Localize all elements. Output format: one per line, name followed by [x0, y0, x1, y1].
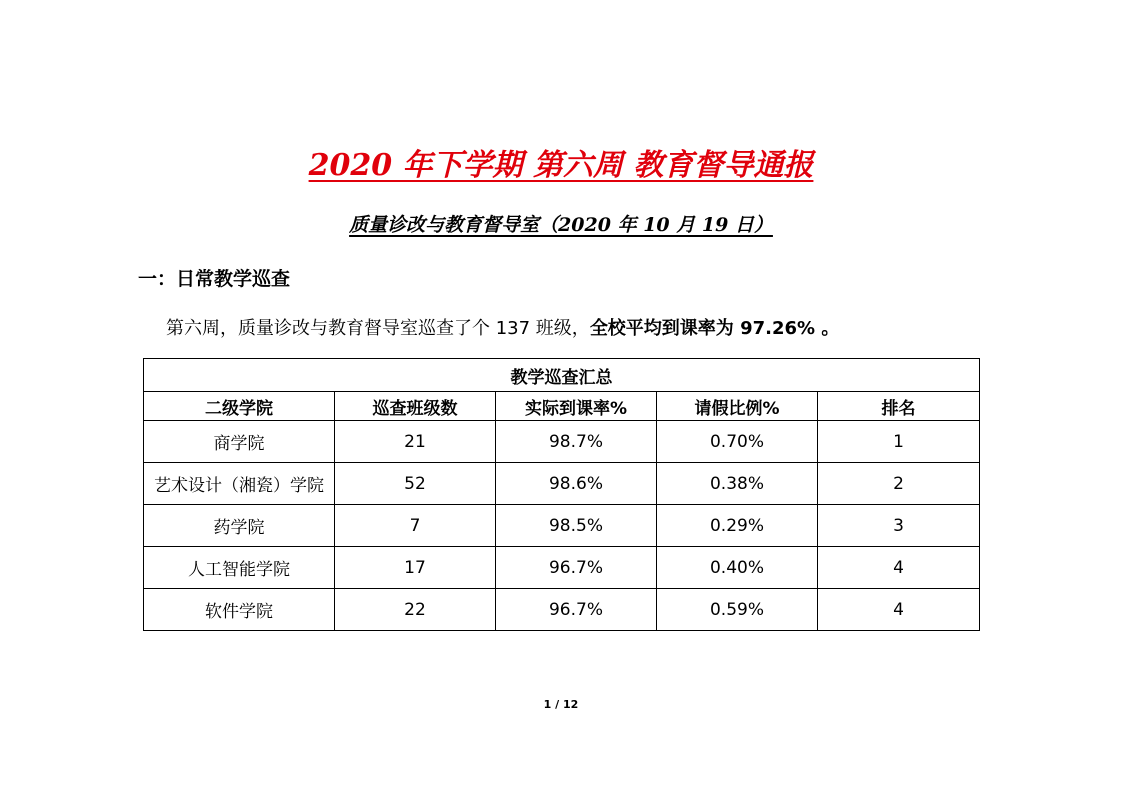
table-header-row — [144, 392, 980, 421]
table-row — [144, 463, 980, 505]
document-subtitle-text: 质量诊改与教育督导室（2020 年 10 月 19 日） — [349, 214, 773, 236]
cell-rank: 2 — [818, 463, 980, 505]
column-header-college: 二级学院 — [144, 392, 335, 421]
cell-attendance-rate: 96.7% — [496, 547, 657, 589]
cell-leave-ratio: 0.38% — [657, 463, 818, 505]
cell-leave-ratio: 0.70% — [657, 421, 818, 463]
document-title — [0, 146, 1122, 186]
cell-attendance-rate: 98.5% — [496, 505, 657, 547]
column-header-class-count: 巡查班级数 — [335, 392, 496, 421]
cell-rank: 1 — [818, 421, 980, 463]
cell-class-count: 17 — [335, 547, 496, 589]
table-row — [144, 589, 980, 631]
document-title-text: 2020 年下学期 第六周 教育督导通报 — [308, 148, 814, 183]
cell-attendance-rate: 98.6% — [496, 463, 657, 505]
cell-rank: 4 — [818, 589, 980, 631]
cell-college: 艺术设计（湘瓷）学院 — [144, 463, 335, 505]
column-header-attendance-rate: 实际到课率% — [496, 392, 657, 421]
cell-leave-ratio: 0.59% — [657, 589, 818, 631]
table-row — [144, 505, 980, 547]
cell-college: 人工智能学院 — [144, 547, 335, 589]
cell-college: 软件学院 — [144, 589, 335, 631]
section-heading: 一：日常教学巡查 — [138, 268, 291, 290]
cell-rank: 4 — [818, 547, 980, 589]
cell-class-count: 7 — [335, 505, 496, 547]
paragraph-bold-text: 全校平均到课率为 97.26% 。 — [589, 318, 840, 339]
summary-paragraph — [166, 314, 839, 344]
page-number: 1 / 12 — [543, 698, 579, 711]
cell-college: 药学院 — [144, 505, 335, 547]
cell-attendance-rate: 96.7% — [496, 589, 657, 631]
cell-leave-ratio: 0.29% — [657, 505, 818, 547]
table-caption: 教学巡查汇总 — [144, 359, 980, 392]
table-caption-row — [144, 359, 980, 392]
inspection-summary-table — [143, 358, 980, 631]
table-row — [144, 547, 980, 589]
cell-leave-ratio: 0.40% — [657, 547, 818, 589]
cell-class-count: 22 — [335, 589, 496, 631]
cell-rank: 3 — [818, 505, 980, 547]
column-header-rank: 排名 — [818, 392, 980, 421]
table-row — [144, 421, 980, 463]
cell-attendance-rate: 98.7% — [496, 421, 657, 463]
cell-class-count: 21 — [335, 421, 496, 463]
paragraph-normal-text: 第六周，质量诊改与教育督导室巡查了个 137 班级， — [166, 318, 590, 339]
cell-class-count: 52 — [335, 463, 496, 505]
column-header-leave-ratio: 请假比例% — [657, 392, 818, 421]
document-subtitle — [0, 210, 1122, 240]
cell-college: 商学院 — [144, 421, 335, 463]
